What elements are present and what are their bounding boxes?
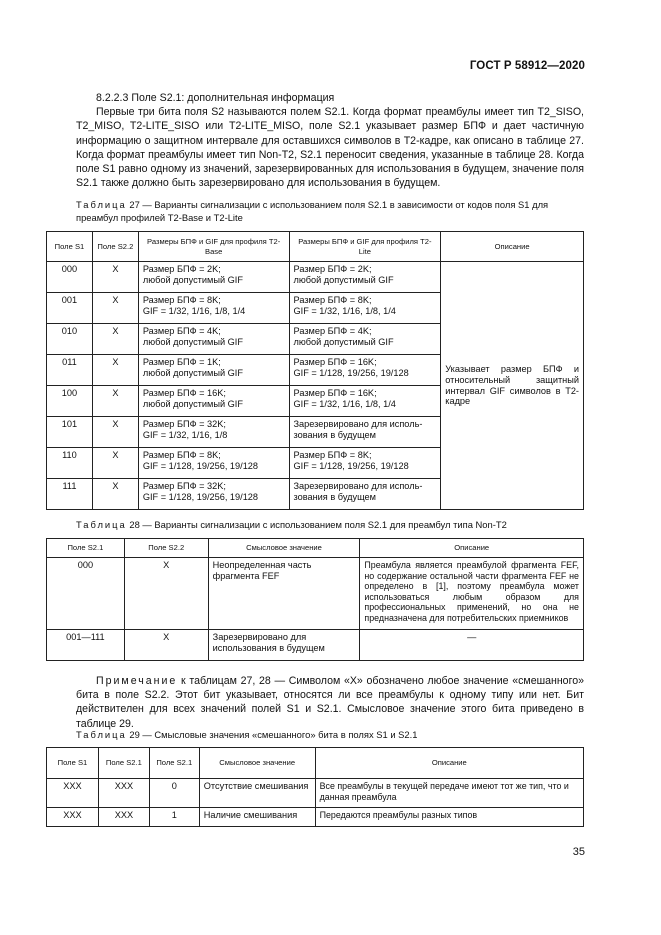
page-number: 35 <box>572 846 585 858</box>
cell-base: Размер БПФ = 4K; любой допустимый GIF <box>138 324 289 355</box>
table-row <box>47 630 584 661</box>
cell-s22: X <box>92 324 138 355</box>
table29-header-meaning: Смысловое значение <box>199 748 315 779</box>
table27-header-s1: Поле S1 <box>47 232 93 262</box>
cell-s1: 110 <box>47 448 93 479</box>
cell-base: Размер БПФ = 16K; любой допустимый GIF <box>138 386 289 417</box>
table28-caption: Таблица 28 — Варианты сигнализации с использованием поля S2.1 для преамбул типа Non-T2 <box>76 519 507 530</box>
cell-meaning: Отсутствие смешивания <box>199 779 315 808</box>
cell-description: Передаются преамбулы разных типов <box>315 808 583 827</box>
table28 <box>46 538 584 661</box>
cell-s1: 111 <box>47 479 93 510</box>
note-text: к таблицам 27, 28 — Символом «X» обозначено любое значение «смешанного» бита в поле S2.2. Этот бит указывает, относятся ли все преамбулы к одному типу или нет. Бит действителен для всех значений полей S1 и S2.1. Смысловое значение этого бита приведено в таблице 29. <box>76 675 584 730</box>
table27-caption: Таблица 27 — Варианты сигнализации с использованием поля S2.1 в зависимости от кодов поля S1 для преамбул профилей T2-Base и T2-Lite <box>76 199 549 223</box>
section-text <box>76 91 584 190</box>
table29-header-s21: Поле S2.1 <box>98 748 149 779</box>
cell-meaning: Неопределенная часть фрагмента FEF <box>208 558 360 630</box>
table27-header-base: Размеры БПФ и GIF для профиля T2-Base <box>138 232 289 262</box>
cell-s22: X <box>124 558 208 630</box>
cell-s22: X <box>92 262 138 293</box>
table28-header-row <box>47 539 584 558</box>
cell-bit: 0 <box>149 779 199 808</box>
standard-number: ГОСТ Р 58912—2020 <box>469 60 585 72</box>
cell-s22: X <box>92 355 138 386</box>
cell-bit: 1 <box>149 808 199 827</box>
cell-base: Размер БПФ = 32K; GIF = 1/32, 1/16, 1/8 <box>138 417 289 448</box>
table27 <box>46 231 584 510</box>
cell-s22: X <box>92 386 138 417</box>
table-row <box>47 262 584 293</box>
cell-s1: 100 <box>47 386 93 417</box>
table-row <box>47 558 584 630</box>
table-row <box>47 779 584 808</box>
table28-header-s22: Поле S2.2 <box>124 539 208 558</box>
cell-lite: Зарезервировано для исполь- зования в будущем <box>289 479 441 510</box>
cell-s22: X <box>92 293 138 324</box>
table28-header-desc: Описание <box>360 539 584 558</box>
cell-lite: Размер БПФ = 16K; GIF = 1/32, 1/16, 1/8, 1/4 <box>289 386 441 417</box>
cell-meaning: Зарезервировано для использования в будущем <box>208 630 360 661</box>
table29-header-row <box>47 748 584 779</box>
table29-header-s1: Поле S1 <box>47 748 99 779</box>
cell-base: Размер БПФ = 2K; любой допустимый GIF <box>138 262 289 293</box>
cell-s1: XXX <box>47 779 99 808</box>
cell-lite: Размер БПФ = 8K; GIF = 1/128, 19/256, 19/128 <box>289 448 441 479</box>
table29-header-desc: Описание <box>315 748 583 779</box>
table-row <box>47 808 584 827</box>
cell-lite: Размер БПФ = 16K; GIF = 1/128, 19/256, 19/128 <box>289 355 441 386</box>
table27-header-row <box>47 232 584 262</box>
table29 <box>46 747 584 827</box>
cell-s21: XXX <box>98 808 149 827</box>
cell-description: Все преамбулы в текущей передаче имеют тот же тип, что и данная преамбула <box>315 779 583 808</box>
cell-s22: X <box>92 479 138 510</box>
table28-header-meaning: Смысловое значение <box>208 539 360 558</box>
cell-s1: 010 <box>47 324 93 355</box>
section-body: Первые три бита поля S2 называются полем S2.1. Когда формат преамбулы имеет тип T2_SISO, T2_MISO, T2-LITE_SISO или T2-LITE_MISO, поле S2.1 указывает размер БПФ и дает частичную информацию о защитном интервале для оставшихся символов в T2-кадре, как описано в таблице 27. Когда формат преамбулы имеет тип Non-T2, S2.1 переносит сведения, указанные в таблице 28. Когда поле S1 равно одному из значений, зарезервированных для использования в будущем, значение поля S2.1 также должно быть зарезервировано для использования в будущем. <box>76 106 584 190</box>
cell-lite: Размер БПФ = 2K; любой допустимый GIF <box>289 262 441 293</box>
cell-s1: 011 <box>47 355 93 386</box>
cell-s1: 101 <box>47 417 93 448</box>
table29-header-bit: Поле S2.1 <box>149 748 199 779</box>
cell-description: Преамбула является преамбулой фрагмента FEF, но содержание остальной части фрагмента FEF не определено в [1], поэтому преамбула может использоваться любым образом для профессиональных применений, но она не предназначена для потребительских приемников <box>360 558 584 630</box>
cell-s1: 000 <box>47 262 93 293</box>
note-label: Примечание <box>96 675 178 687</box>
cell-meaning: Наличие смешивания <box>199 808 315 827</box>
table27-header-s22: Поле S2.2 <box>92 232 138 262</box>
cell-s22: X <box>92 448 138 479</box>
table29-caption: Таблица 29 — Смысловые значения «смешанного» бита в полях S1 и S2.1 <box>76 729 418 740</box>
cell-s1: XXX <box>47 808 99 827</box>
section-heading: 8.2.2.3 Поле S2.1: дополнительная информация <box>96 92 335 104</box>
table27-header-desc: Описание <box>441 232 584 262</box>
cell-description: — <box>360 630 584 661</box>
cell-base: Размер БПФ = 32K; GIF = 1/128, 19/256, 19/128 <box>138 479 289 510</box>
cell-lite: Зарезервировано для исполь- зования в будущем <box>289 417 441 448</box>
table28-header-s21: Поле S2.1 <box>47 539 125 558</box>
table27-header-lite: Размеры БПФ и GIF для профиля T2-Lite <box>289 232 441 262</box>
cell-s21: XXX <box>98 779 149 808</box>
cell-s22: X <box>124 630 208 661</box>
cell-description: Указывает размер БПФ и относительный защитный интервал GIF символов в T2-кадре <box>441 262 584 510</box>
cell-s22: X <box>92 417 138 448</box>
cell-base: Размер БПФ = 1K; любой допустимый GIF <box>138 355 289 386</box>
cell-s21: 000 <box>47 558 125 630</box>
cell-s1: 001 <box>47 293 93 324</box>
cell-s21: 001—111 <box>47 630 125 661</box>
cell-base: Размер БПФ = 8K; GIF = 1/32, 1/16, 1/8, 1/4 <box>138 293 289 324</box>
cell-base: Размер БПФ = 8K; GIF = 1/128, 19/256, 19/128 <box>138 448 289 479</box>
cell-lite: Размер БПФ = 4K; любой допустимый GIF <box>289 324 441 355</box>
cell-lite: Размер БПФ = 8K; GIF = 1/32, 1/16, 1/8, 1/4 <box>289 293 441 324</box>
table-note <box>76 674 584 731</box>
